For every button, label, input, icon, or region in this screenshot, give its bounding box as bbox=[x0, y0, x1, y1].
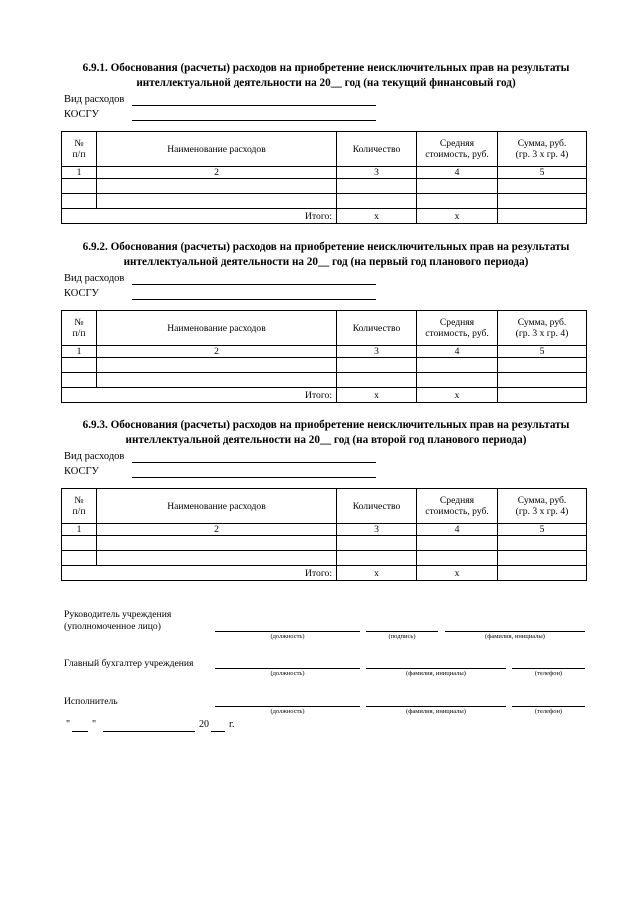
header-avg-cost: Средняя стоимость, руб. bbox=[417, 132, 498, 167]
table-cell[interactable] bbox=[62, 194, 97, 209]
header-name: Наименование расходов bbox=[97, 132, 337, 167]
col-num-5: 5 bbox=[498, 524, 587, 536]
head-name-field[interactable] bbox=[445, 631, 585, 632]
col-num-4: 4 bbox=[417, 524, 498, 536]
header-num: № п/п bbox=[62, 311, 97, 346]
section-2-table bbox=[61, 310, 587, 403]
table-header-row bbox=[62, 489, 587, 524]
col-num-5: 5 bbox=[498, 346, 587, 358]
head-position-field[interactable] bbox=[215, 631, 360, 632]
table-cell[interactable] bbox=[62, 551, 97, 566]
total-x-qty: x bbox=[337, 566, 417, 581]
table-cell[interactable] bbox=[337, 358, 417, 373]
table-cell[interactable] bbox=[498, 373, 587, 388]
header-avg-cost: Средняя стоимость, руб. bbox=[417, 489, 498, 524]
executor-position-field[interactable] bbox=[215, 706, 360, 707]
executor-label: Исполнитель bbox=[64, 696, 118, 707]
section-3-kosgu-field[interactable] bbox=[132, 477, 376, 478]
table-cell[interactable] bbox=[337, 194, 417, 209]
col-num-2: 2 bbox=[97, 167, 337, 179]
executor-position-caption: (должность) bbox=[270, 708, 305, 715]
total-row bbox=[62, 388, 587, 403]
table-cell[interactable] bbox=[498, 536, 587, 551]
total-label: Итого: bbox=[62, 566, 337, 581]
col-num-3: 3 bbox=[337, 167, 417, 179]
section-3-vid-label: Вид расходов bbox=[64, 451, 125, 462]
table-cell[interactable] bbox=[97, 358, 337, 373]
header-avg-cost: Средняя стоимость, руб. bbox=[417, 311, 498, 346]
table-cell[interactable] bbox=[417, 179, 498, 194]
section-2-title-line2: интеллектуальной деятельности на 20__ год (на первый год планового периода) bbox=[123, 256, 529, 268]
date-year-suffix: г. bbox=[229, 719, 235, 730]
section-1-kosgu-field[interactable] bbox=[132, 120, 376, 121]
chief-accountant-label: Главный бухгалтер учреждения bbox=[64, 658, 194, 669]
table-row bbox=[62, 179, 587, 194]
table-cell[interactable] bbox=[62, 358, 97, 373]
section-3-title-line2: интеллектуальной деятельности на 20__ год (на второй год планового периода) bbox=[125, 434, 527, 446]
table-cell[interactable] bbox=[417, 536, 498, 551]
total-row bbox=[62, 209, 587, 224]
section-2-kosgu-label: КОСГУ bbox=[64, 288, 99, 299]
total-x-qty: x bbox=[337, 209, 417, 224]
head-name-caption: (фамилия, инициалы) bbox=[485, 633, 545, 640]
executor-name-caption: (фамилия, инициалы) bbox=[406, 708, 466, 715]
section-2-title-line1: 6.9.2. Обоснования (расчеты) расходов на приобретение неисключительных прав на результаты bbox=[82, 241, 570, 253]
col-num-1: 1 bbox=[62, 346, 97, 358]
table-cell[interactable] bbox=[417, 194, 498, 209]
table-cell[interactable] bbox=[62, 373, 97, 388]
table-cell[interactable] bbox=[337, 551, 417, 566]
section-2-vid-label: Вид расходов bbox=[64, 273, 125, 284]
date-close-quote: " bbox=[92, 719, 97, 730]
table-cell[interactable] bbox=[337, 536, 417, 551]
section-3-title-line1: 6.9.3. Обоснования (расчеты) расходов на приобретение неисключительных прав на результаты bbox=[82, 419, 570, 431]
section-1-table bbox=[61, 131, 587, 224]
table-row bbox=[62, 194, 587, 209]
col-num-5: 5 bbox=[498, 167, 587, 179]
total-label: Итого: bbox=[62, 388, 337, 403]
col-num-3: 3 bbox=[337, 346, 417, 358]
table-row bbox=[62, 551, 587, 566]
col-num-2: 2 bbox=[97, 524, 337, 536]
header-num: № п/п bbox=[62, 489, 97, 524]
table-cell[interactable] bbox=[62, 536, 97, 551]
table-cell[interactable] bbox=[97, 536, 337, 551]
section-3-table bbox=[61, 488, 587, 581]
table-cell[interactable] bbox=[498, 358, 587, 373]
table-cell[interactable] bbox=[337, 179, 417, 194]
header-qty: Количество bbox=[337, 489, 417, 524]
section-1-vid-field[interactable] bbox=[132, 105, 376, 106]
head-label-2: (уполномоченное лицо) bbox=[64, 621, 161, 632]
table-cell[interactable] bbox=[97, 194, 337, 209]
section-3-kosgu-label: КОСГУ bbox=[64, 466, 99, 477]
header-sum: Сумма, руб. (гр. 3 х гр. 4) bbox=[498, 489, 587, 524]
column-number-row bbox=[62, 524, 587, 536]
table-cell[interactable] bbox=[417, 551, 498, 566]
total-x-avg: x bbox=[417, 566, 498, 581]
header-qty: Количество bbox=[337, 311, 417, 346]
total-row bbox=[62, 566, 587, 581]
col-num-1: 1 bbox=[62, 167, 97, 179]
date-day-field[interactable] bbox=[72, 731, 88, 732]
table-cell[interactable] bbox=[498, 179, 587, 194]
date-year-field[interactable] bbox=[211, 731, 225, 732]
head-label-1: Руководитель учреждения bbox=[64, 609, 172, 620]
head-signature-field[interactable] bbox=[366, 631, 438, 632]
section-3-vid-field[interactable] bbox=[132, 462, 376, 463]
section-1-title-line1: 6.9.1. Обоснования (расчеты) расходов на приобретение неисключительных прав на результаты bbox=[82, 62, 570, 74]
chief-position-field[interactable] bbox=[215, 668, 360, 669]
chief-position-caption: (должность) bbox=[270, 670, 305, 677]
date-open-quote: " bbox=[66, 719, 71, 730]
section-2-vid-field[interactable] bbox=[132, 284, 376, 285]
header-num: № п/п bbox=[62, 132, 97, 167]
executor-phone-caption: (телефон) bbox=[534, 708, 563, 715]
table-cell[interactable] bbox=[337, 373, 417, 388]
total-x-avg: x bbox=[417, 209, 498, 224]
total-x-avg: x bbox=[417, 388, 498, 403]
chief-name-field[interactable] bbox=[366, 668, 506, 669]
table-cell[interactable] bbox=[62, 179, 97, 194]
table-header-row bbox=[62, 132, 587, 167]
col-num-4: 4 bbox=[417, 346, 498, 358]
table-row bbox=[62, 358, 587, 373]
chief-name-caption: (фамилия, инициалы) bbox=[406, 670, 466, 677]
table-cell[interactable] bbox=[97, 551, 337, 566]
total-label: Итого: bbox=[62, 209, 337, 224]
chief-phone-field[interactable] bbox=[512, 668, 585, 669]
header-sum: Сумма, руб. (гр. 3 х гр. 4) bbox=[498, 311, 587, 346]
table-cell[interactable] bbox=[417, 358, 498, 373]
head-signature-caption: (подпись) bbox=[388, 633, 416, 640]
header-sum: Сумма, руб. (гр. 3 х гр. 4) bbox=[498, 132, 587, 167]
total-sum[interactable] bbox=[498, 388, 587, 403]
section-1-kosgu-label: КОСГУ bbox=[64, 109, 99, 120]
col-num-2: 2 bbox=[97, 346, 337, 358]
head-position-caption: (должность) bbox=[270, 633, 305, 640]
column-number-row bbox=[62, 346, 587, 358]
table-cell[interactable] bbox=[97, 179, 337, 194]
table-cell[interactable] bbox=[417, 373, 498, 388]
header-qty: Количество bbox=[337, 132, 417, 167]
section-1-vid-label: Вид расходов bbox=[64, 94, 125, 105]
chief-phone-caption: (телефон) bbox=[534, 670, 563, 677]
date-month-field[interactable] bbox=[103, 731, 195, 732]
column-number-row bbox=[62, 167, 587, 179]
executor-name-field[interactable] bbox=[366, 706, 506, 707]
table-row bbox=[62, 536, 587, 551]
table-row bbox=[62, 373, 587, 388]
section-2-kosgu-field[interactable] bbox=[132, 299, 376, 300]
header-name: Наименование расходов bbox=[97, 311, 337, 346]
col-num-3: 3 bbox=[337, 524, 417, 536]
section-1-title-line2: интеллектуальной деятельности на 20__ год (на текущий финансовый год) bbox=[136, 77, 516, 89]
col-num-4: 4 bbox=[417, 167, 498, 179]
table-header-row bbox=[62, 311, 587, 346]
table-cell[interactable] bbox=[498, 551, 587, 566]
total-sum[interactable] bbox=[498, 209, 587, 224]
total-sum[interactable] bbox=[498, 566, 587, 581]
date-year-prefix: 20 bbox=[199, 719, 209, 730]
header-name: Наименование расходов bbox=[97, 489, 337, 524]
col-num-1: 1 bbox=[62, 524, 97, 536]
table-cell[interactable] bbox=[498, 194, 587, 209]
executor-phone-field[interactable] bbox=[512, 706, 585, 707]
total-x-qty: x bbox=[337, 388, 417, 403]
table-cell[interactable] bbox=[97, 373, 337, 388]
